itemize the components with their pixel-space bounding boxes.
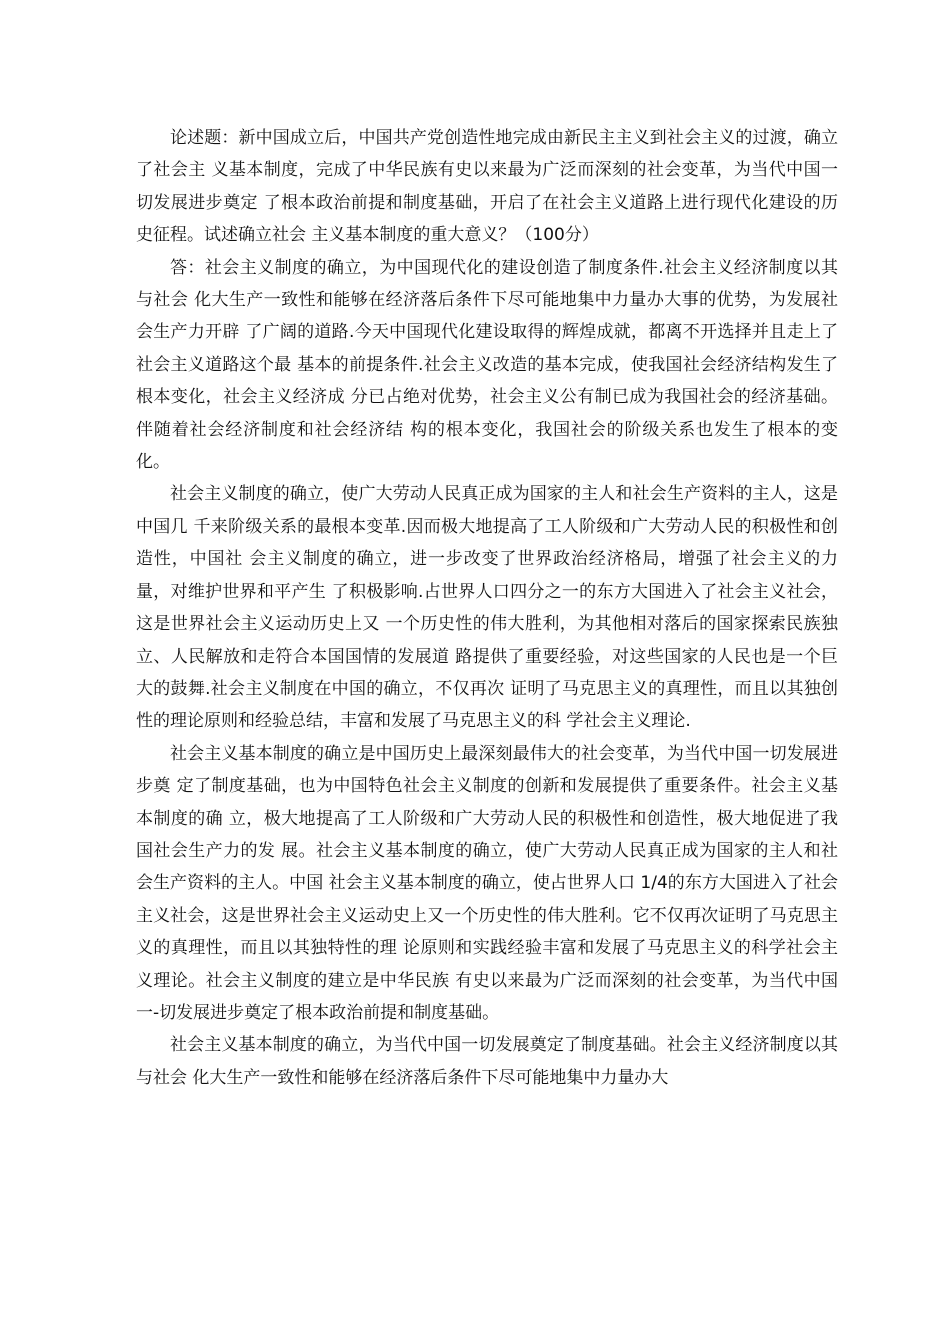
body-paragraph: 社会主义基本制度的确立是中国历史上最深刻最伟大的社会变革，为当代中国一切发展进步奠 定了制度基础，也为中国特色社会主义制度的创新和发展提供了重要条件。社会主义基本制度的确 立，极大地提高了工人阶级和广大劳动人民的积极性和创造性，极大地促进了我国社会生产力的发 展。社会主义基本制度的确立，使广大劳动人民真正成为国家的主人和社会生产资料的主人。中国 社会主义基本制度的确立，使占世界人口 1/4的东方大国进入了社会主义社会，这是世界社会主义运动史上又一个历史性的伟大胜利。它不仅再次证明了马克思主义的真理性，而且以其独特性的理 论原则和实践经验丰富和发展了马克思主义的科学社会主义理论。社会主义制度的建立是中华民族 有史以来最为广泛而深刻的社会变革，为当代中国一-切发展进步奠定了根本政治前提和制度基础。 xyxy=(136,743,838,1023)
body-paragraph: 社会主义制度的确立，使广大劳动人民真正成为国家的主人和社会生产资料的主人，这是中国几 千来阶级关系的最根本变革.因而极大地提高了工人阶级和广大劳动人民的积极性和创造性，中国社 会主义制度的确立，进一步改变了世界政治经济格局，增强了社会主义的力量，对维护世界和平产生 了积极影响.占世界人口四分之一的东方大国进入了社会主义社会，这是世界社会主义运动历史上又 一个历史性的伟大胜利，为其他相对落后的国家探索民族独立、人民解放和走符合本国国情的发展道 路提供了重要经验，对这些国家的人民也是一个巨大的鼓舞.社会主义制度在中国的确立，不仅再次 证明了马克思主义的真理性，而且以其独创性的理论原则和经验总结，丰富和发展了马克思主义的科 学社会主义理论. xyxy=(136,484,838,732)
body-paragraph: 社会主义基本制度的确立，为当代中国一切发展奠定了制度基础。社会主义经济制度以其与社会 化大生产一致性和能够在经济落后条件下尽可能地集中力量办大 xyxy=(136,1035,838,1088)
answer-paragraph: 答：社会主义制度的确立，为中国现代化的建设创造了制度条件.社会主义经济制度以其与社会 化大生产一致性和能够在经济落后条件下尽可能地集中力量办大事的优势，为发展社会生产力开辟 了广阔的道路.今天中国现代化建设取得的辉煌成就，都离不开选择并且走上了社会主义道路这个最 基本的前提条件.社会主义改造的基本完成，使我国社会经济结构发生了根本变化，社会主义经济成 分已占绝对优势，社会主义公有制已成为我国社会的经济基础。伴随着社会经济制度和社会经济结 构的根本变化，我国社会的阶级关系也发生了根本的变化。 xyxy=(136,257,838,473)
question-paragraph: 论述题：新中国成立后，中国共产党创造性地完成由新民主主义到社会主义的过渡，确立了社会主 义基本制度，完成了中华民族有史以来最为广泛而深刻的社会变革，为当代中国一切发展进步奠定 了根本政治前提和制度基础，开启了在社会主义道路上进行现代化建设的历史征程。试述确立社会 主义基本制度的重大意义？（100分） xyxy=(136,128,838,246)
document-body xyxy=(136,122,838,1094)
